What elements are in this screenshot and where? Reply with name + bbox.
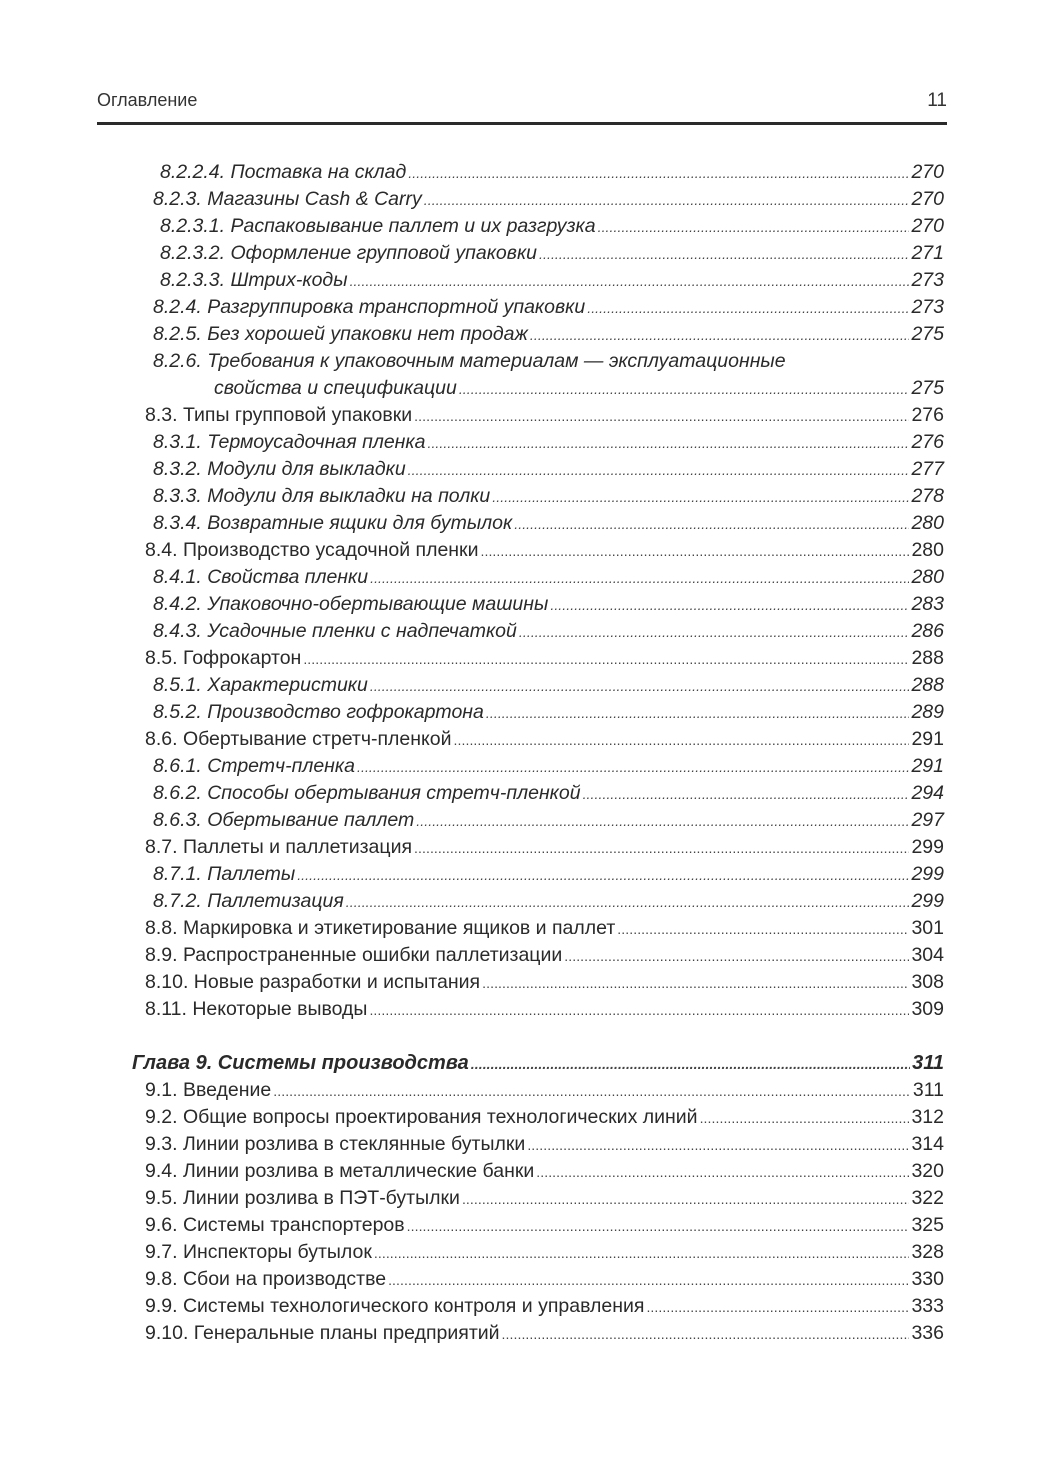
toc-entry-title: 8.8. Маркировка и этикетирование ящиков и паллет <box>145 917 616 939</box>
toc-entry-title: 9.8. Сбои на производстве <box>145 1268 387 1290</box>
toc-entry <box>160 159 944 186</box>
toc-entry <box>153 348 788 375</box>
toc-entry-title: 8.3.4. Возвратные ящики для бутылок <box>153 512 513 534</box>
toc-entry <box>145 1212 944 1239</box>
toc-entry-title: 8.3.3. Модули для выкладки на полки <box>153 485 491 507</box>
dot-leader <box>480 538 909 565</box>
toc-entry-title: 8.11. Некоторые выводы <box>145 998 368 1020</box>
toc-entry-title: 8.5.1. Характеристики <box>153 674 368 696</box>
toc-entry-title: 8.2.6. Требования к упаковочным материалам — эксплуатационные <box>153 350 786 372</box>
toc-entry-title: 8.3.1. Термоусадочная пленка <box>153 431 426 453</box>
toc-entry <box>145 1104 944 1131</box>
toc-entry <box>153 861 944 888</box>
toc-entry-page: 280 <box>911 539 944 561</box>
dot-leader <box>369 997 909 1024</box>
toc-entry-title: 9.2. Общие вопросы проектирования технологических линий <box>145 1106 698 1128</box>
toc-entry-page: 275 <box>911 377 944 399</box>
toc-entry-page: 328 <box>911 1241 944 1263</box>
toc-entry-page: 270 <box>911 215 944 237</box>
toc-entry-page: 276 <box>911 404 944 426</box>
toc-entry <box>160 213 944 240</box>
toc-entry-title: 8.4.2. Упаковочно-обертывающие машины <box>153 593 549 615</box>
dot-leader <box>350 268 910 295</box>
dot-leader <box>519 619 910 646</box>
toc-entry <box>153 672 944 699</box>
toc-entry <box>145 1185 944 1212</box>
toc-chapter-entry <box>132 1050 944 1077</box>
toc-entry <box>145 915 944 942</box>
toc-entry-page: 322 <box>911 1187 944 1209</box>
dot-leader <box>583 781 910 808</box>
dot-leader <box>346 889 910 916</box>
toc-entry-title: 8.6.1. Стретч-пленка <box>153 755 355 777</box>
toc-entry <box>153 618 944 645</box>
toc-entry-page: 280 <box>911 512 944 534</box>
toc-entry <box>153 429 944 456</box>
toc-entry <box>145 1266 944 1293</box>
toc-entry-page: 288 <box>911 647 944 669</box>
dot-leader <box>617 916 909 943</box>
toc-entry <box>160 267 944 294</box>
toc-entry <box>145 537 944 564</box>
toc-entry-title: 8.3.2. Модули для выкладки <box>153 458 406 480</box>
toc-entry <box>214 375 944 402</box>
dot-leader <box>407 1213 910 1240</box>
toc-entry-title: 8.7. Паллеты и паллетизация <box>145 836 413 858</box>
toc-entry-title: 8.2.4. Разгруппировка транспортной упаковки <box>153 296 586 318</box>
toc-entry-title: 8.3. Типы групповой упаковки <box>145 404 413 426</box>
dot-leader <box>414 403 909 430</box>
header-title: Оглавление <box>97 90 198 110</box>
toc-entry-title: 9.4. Линии розлива в металлические банки <box>145 1160 535 1182</box>
toc-entry <box>153 753 944 780</box>
toc-entry <box>153 294 944 321</box>
dot-leader <box>374 1240 910 1267</box>
dot-leader <box>273 1078 911 1105</box>
toc-entry-title: 8.4.3. Усадочные пленки с надпечаткой <box>153 620 517 642</box>
toc-entry <box>153 807 944 834</box>
toc-entry-page: 283 <box>911 593 944 615</box>
dot-leader <box>700 1105 910 1132</box>
toc-entry-page: 291 <box>911 728 944 750</box>
toc-entry-page: 270 <box>911 161 944 183</box>
toc-entry-page: 320 <box>911 1160 944 1182</box>
toc-entry-title: 9.10. Генеральные планы предприятий <box>145 1322 500 1344</box>
toc-entry-title: 8.7.2. Паллетизация <box>153 890 344 912</box>
toc-entry <box>145 1077 944 1104</box>
dot-leader <box>416 808 909 835</box>
toc-entry-title: 8.10. Новые разработки и испытания <box>145 971 481 993</box>
toc-entry-page: 311 <box>912 1052 944 1074</box>
toc-entry-title: 8.7.1. Паллеты <box>153 863 296 885</box>
toc-entry-page: 311 <box>912 1079 944 1101</box>
toc-entry-page: 277 <box>911 458 944 480</box>
toc-entry-title: 9.1. Введение <box>145 1079 272 1101</box>
toc-entry <box>153 186 944 213</box>
dot-leader <box>408 457 910 484</box>
dot-leader <box>454 727 910 754</box>
toc-entry-page: 273 <box>911 269 944 291</box>
toc-entry <box>145 1131 944 1158</box>
toc-entry-title: 9.9. Системы технологического контроля и управления <box>145 1295 645 1317</box>
toc-entry-title: 8.5.2. Производство гофрокартона <box>153 701 484 723</box>
toc-entry-title: 9.6. Системы транспортеров <box>145 1214 405 1236</box>
dot-leader <box>536 1159 909 1186</box>
toc-entry-page: 294 <box>911 782 944 804</box>
dot-leader <box>514 511 909 538</box>
dot-leader <box>303 646 909 673</box>
toc-entry-title: 8.2.5. Без хорошей упаковки нет продаж <box>153 323 528 345</box>
toc-entry <box>145 996 944 1023</box>
toc-entry <box>153 483 944 510</box>
toc-entry-title: 9.3. Линии розлива в стеклянные бутылки <box>145 1133 526 1155</box>
toc-entry-page: 273 <box>911 296 944 318</box>
dot-leader <box>539 241 909 268</box>
toc-entry <box>153 510 944 537</box>
toc-entry-title: 8.2.2.4. Поставка на склад <box>160 161 407 183</box>
toc-entry-page: 288 <box>911 674 944 696</box>
toc-entry <box>145 645 944 672</box>
toc-entry-title: 8.5. Гофрокартон <box>145 647 302 669</box>
toc-entry-title: 9.7. Инспекторы бутылок <box>145 1241 372 1263</box>
toc-entry-title: 8.2.3.2. Оформление групповой упаковки <box>160 242 538 264</box>
toc-entry <box>145 1239 944 1266</box>
dot-leader <box>388 1267 909 1294</box>
header-page-number: 11 <box>927 90 947 111</box>
toc-entry <box>153 780 944 807</box>
toc-entry-page: 308 <box>911 971 944 993</box>
toc-entry <box>145 1158 944 1185</box>
toc-entry-page: 304 <box>911 944 944 966</box>
dot-leader <box>424 187 910 214</box>
dot-leader <box>370 565 909 592</box>
toc-entry <box>153 888 944 915</box>
toc-entry <box>153 591 944 618</box>
toc-entry-page: 275 <box>911 323 944 345</box>
dot-leader <box>459 376 910 403</box>
dot-leader <box>414 835 909 862</box>
dot-leader <box>502 1321 910 1348</box>
dot-leader <box>427 430 909 457</box>
toc-entry-title: 8.4. Производство усадочной пленки <box>145 539 479 561</box>
toc-entry <box>153 699 944 726</box>
toc-entry-title: свойства и спецификации <box>214 377 457 399</box>
toc-entry-page: 297 <box>911 809 944 831</box>
toc-entry-page: 278 <box>911 485 944 507</box>
toc-entry-page: 299 <box>911 890 944 912</box>
toc-entry <box>145 1320 944 1347</box>
toc-entry-page: 276 <box>911 431 944 453</box>
toc-entry <box>153 564 944 591</box>
toc-entry-page: 330 <box>911 1268 944 1290</box>
toc-entry-page: 333 <box>911 1295 944 1317</box>
dot-leader <box>297 862 909 889</box>
toc-entry-title: 8.6.2. Способы обертывания стретч-пленкой <box>153 782 581 804</box>
toc-entry-page: 291 <box>911 755 944 777</box>
dot-leader <box>527 1132 909 1159</box>
toc-entry-title: 8.2.3. Магазины Cash & Carry <box>153 188 422 210</box>
toc-entry-page: 270 <box>911 188 944 210</box>
dot-leader <box>462 1186 910 1213</box>
toc-entry-page: 325 <box>911 1214 944 1236</box>
toc-entry-page: 336 <box>911 1322 944 1344</box>
toc-entry <box>153 456 944 483</box>
toc-entry-page: 309 <box>911 998 944 1020</box>
dot-leader <box>482 970 909 997</box>
dot-leader <box>598 214 910 241</box>
dot-leader <box>587 295 909 322</box>
toc-entry <box>160 240 944 267</box>
toc-entry <box>145 942 944 969</box>
toc-entry <box>145 834 944 861</box>
toc-entry-page: 299 <box>911 863 944 885</box>
dot-leader <box>370 673 910 700</box>
dot-leader <box>408 160 909 187</box>
dot-leader <box>486 700 910 727</box>
dot-leader <box>530 322 910 349</box>
toc-entry-title: Глава 9. Системы производства <box>132 1052 469 1074</box>
toc-entry <box>145 726 944 753</box>
toc-entry-page: 271 <box>911 242 944 264</box>
dot-leader <box>550 592 909 619</box>
toc-entry-page: 314 <box>911 1133 944 1155</box>
dot-leader <box>564 943 909 970</box>
toc-entry-title: 8.6.3. Обертывание паллет <box>153 809 415 831</box>
dot-leader <box>357 754 909 781</box>
toc-entry-title: 9.5. Линии розлива в ПЭТ-бутылки <box>145 1187 460 1209</box>
toc-entry-page: 301 <box>911 917 944 939</box>
dot-leader <box>646 1294 909 1321</box>
dot-leader <box>471 1051 910 1078</box>
toc-entry <box>145 969 944 996</box>
toc-entry <box>145 402 944 429</box>
dot-leader <box>492 484 909 511</box>
toc-entry <box>153 321 944 348</box>
toc-entry-page: 299 <box>911 836 944 858</box>
toc-entry-page: 286 <box>911 620 944 642</box>
toc-entry-title: 8.2.3.1. Распаковывание паллет и их разгрузка <box>160 215 596 237</box>
toc-entry <box>145 1293 944 1320</box>
toc-entry-page: 312 <box>911 1106 944 1128</box>
toc-entry-title: 8.2.3.3. Штрих-коды <box>160 269 348 291</box>
toc-entry-page: 280 <box>911 566 944 588</box>
toc-entry-title: 8.9. Распространенные ошибки паллетизации <box>145 944 563 966</box>
toc-entry-title: 8.4.1. Свойства пленки <box>153 566 369 588</box>
running-header <box>97 88 947 125</box>
toc-entry-page: 289 <box>911 701 944 723</box>
toc-entry-title: 8.6. Обертывание стретч-пленкой <box>145 728 452 750</box>
